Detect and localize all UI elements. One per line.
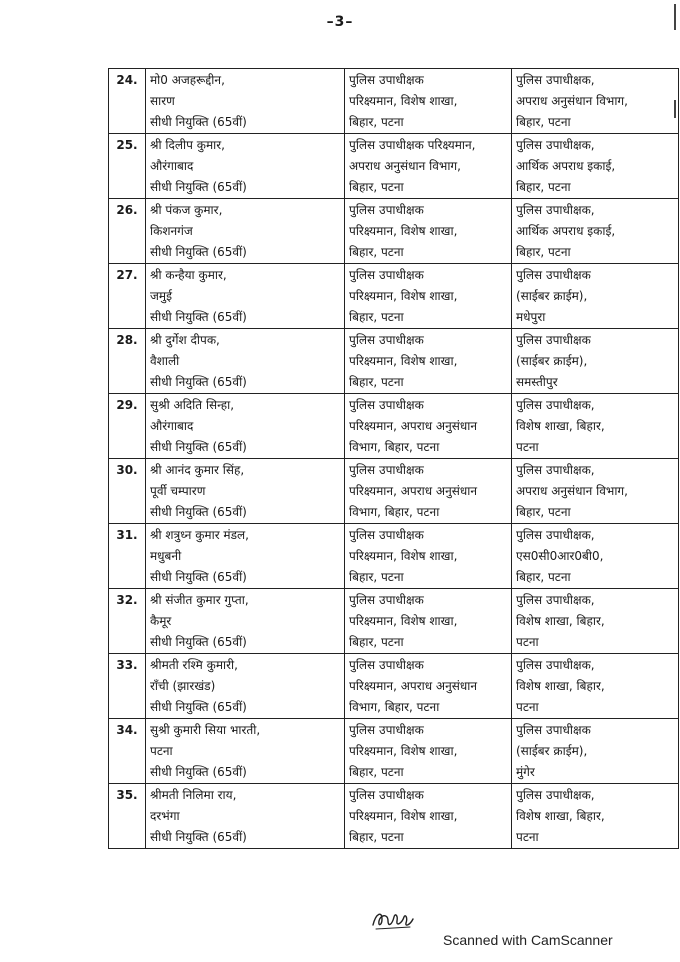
officer-name-cell xyxy=(146,589,345,654)
current-posting-line: बिहार, पटना xyxy=(349,570,404,584)
table-row xyxy=(109,524,679,589)
current-posting-line: परिक्ष्यमान, विशेष शाखा, xyxy=(349,94,458,108)
current-posting-line: विभाग, बिहार, पटना xyxy=(349,440,440,454)
current-posting-line: पुलिस उपाधीक्षक xyxy=(349,398,424,412)
current-posting-line: बिहार, पटना xyxy=(349,180,404,194)
officer-name-line: मधुबनी xyxy=(150,549,182,563)
officer-name-line: सीधी नियुक्ति (65वीं) xyxy=(150,375,247,389)
officer-name-line: सीधी नियुक्ति (65वीं) xyxy=(150,115,247,129)
new-posting-line: पुलिस उपाधीक्षक, xyxy=(516,203,595,217)
officer-name-line: वैशाली xyxy=(150,354,180,368)
officer-name-line: सीधी नियुक्ति (65वीं) xyxy=(150,765,247,779)
officer-name-line: श्रीमती रश्मि कुमारी, xyxy=(150,658,238,672)
new-posting-line: पटना xyxy=(516,830,539,844)
current-posting-line: परिक्ष्यमान, अपराध अनुसंधान xyxy=(349,419,477,433)
officer-name-line: श्री पंकज कुमार, xyxy=(150,203,223,217)
table-row xyxy=(109,784,679,849)
officer-name-line: सीधी नियुक्ति (65वीं) xyxy=(150,245,247,259)
officer-name-line: सीधी नियुक्ति (65वीं) xyxy=(150,830,247,844)
new-posting-line: अपराध अनुसंधान विभाग, xyxy=(516,94,628,108)
new-posting-line: (साईबर क्राईम), xyxy=(516,744,588,758)
new-posting-line: समस्तीपुर xyxy=(516,375,558,389)
new-posting-cell xyxy=(512,654,679,719)
new-posting-cell xyxy=(512,199,679,264)
new-posting-line: पुलिस उपाधीक्षक, xyxy=(516,528,595,542)
serial-number: 34. xyxy=(109,719,146,784)
officer-name-line: सीधी नियुक्ति (65वीं) xyxy=(150,440,247,454)
officer-name-line: जमुई xyxy=(150,289,172,303)
new-posting-cell xyxy=(512,134,679,199)
officer-name-cell xyxy=(146,329,345,394)
current-posting-line: बिहार, पटना xyxy=(349,245,404,259)
current-posting-line: परिक्ष्यमान, अपराध अनुसंधान xyxy=(349,484,477,498)
new-posting-line: बिहार, पटना xyxy=(516,245,571,259)
serial-number: 29. xyxy=(109,394,146,459)
current-posting-cell xyxy=(345,784,512,849)
serial-number: 24. xyxy=(109,69,146,134)
new-posting-line: बिहार, पटना xyxy=(516,570,571,584)
officer-name-cell xyxy=(146,719,345,784)
current-posting-cell xyxy=(345,199,512,264)
new-posting-line: विशेष शाखा, बिहार, xyxy=(516,809,605,823)
officer-name-line: श्री दिलीप कुमार, xyxy=(150,138,225,152)
officer-name-line: मो0 अजहरूद्दीन, xyxy=(150,73,225,87)
current-posting-line: बिहार, पटना xyxy=(349,115,404,129)
table-row xyxy=(109,394,679,459)
new-posting-line: पुलिस उपाधीक्षक, xyxy=(516,138,595,152)
current-posting-line: परिक्ष्यमान, विशेष शाखा, xyxy=(349,614,458,628)
officer-name-line: श्री शत्रुध्न कुमार मंडल, xyxy=(150,528,249,542)
officer-name-line: पूर्वी चम्पारण xyxy=(150,484,206,498)
new-posting-cell xyxy=(512,459,679,524)
officer-name-line: औरंगाबाद xyxy=(150,419,194,433)
officer-name-cell xyxy=(146,199,345,264)
new-posting-line: पुलिस उपाधीक्षक, xyxy=(516,658,595,672)
current-posting-line: विभाग, बिहार, पटना xyxy=(349,700,440,714)
current-posting-line: पुलिस उपाधीक्षक xyxy=(349,463,424,477)
table-row xyxy=(109,589,679,654)
officer-name-line: श्रीमती निलिमा राय, xyxy=(150,788,237,802)
serial-number: 35. xyxy=(109,784,146,849)
table-row xyxy=(109,459,679,524)
new-posting-line: एस0सी0आर0बी0, xyxy=(516,549,604,563)
new-posting-line: पुलिस उपाधीक्षक, xyxy=(516,463,595,477)
current-posting-line: परिक्ष्यमान, विशेष शाखा, xyxy=(349,354,458,368)
new-posting-line: विशेष शाखा, बिहार, xyxy=(516,419,605,433)
current-posting-line: परिक्ष्यमान, विशेष शाखा, xyxy=(349,744,458,758)
current-posting-line: परिक्ष्यमान, विशेष शाखा, xyxy=(349,224,458,238)
page-number: –3– xyxy=(326,14,354,30)
current-posting-line: बिहार, पटना xyxy=(349,830,404,844)
officer-name-line: दरभंगा xyxy=(150,809,180,823)
new-posting-line: पुलिस उपाधीक्षक xyxy=(516,723,591,737)
officer-name-cell xyxy=(146,784,345,849)
current-posting-line: बिहार, पटना xyxy=(349,375,404,389)
officer-name-cell xyxy=(146,69,345,134)
current-posting-line: परिक्ष्यमान, विशेष शाखा, xyxy=(349,549,458,563)
officer-name-line: पटना xyxy=(150,744,173,758)
current-posting-line: पुलिस उपाधीक्षक xyxy=(349,658,424,672)
officer-name-cell xyxy=(146,394,345,459)
new-posting-line: पुलिस उपाधीक्षक, xyxy=(516,593,595,607)
current-posting-cell xyxy=(345,69,512,134)
officer-name-line: सीधी नियुक्ति (65वीं) xyxy=(150,635,247,649)
officer-name-line: श्री संजीत कुमार गुप्ता, xyxy=(150,593,249,607)
table-row xyxy=(109,654,679,719)
officer-name-line: सीधी नियुक्ति (65वीं) xyxy=(150,505,247,519)
current-posting-cell xyxy=(345,134,512,199)
new-posting-line: (साईबर क्राईम), xyxy=(516,354,588,368)
current-posting-line: पुलिस उपाधीक्षक xyxy=(349,593,424,607)
new-posting-line: पुलिस उपाधीक्षक xyxy=(516,333,591,347)
serial-number: 31. xyxy=(109,524,146,589)
new-posting-line: पुलिस उपाधीक्षक, xyxy=(516,788,595,802)
officer-name-line: औरंगाबाद xyxy=(150,159,194,173)
new-posting-line: मुंगेर xyxy=(516,765,535,779)
new-posting-cell xyxy=(512,329,679,394)
new-posting-line: पटना xyxy=(516,700,539,714)
new-posting-line: विशेष शाखा, बिहार, xyxy=(516,614,605,628)
current-posting-line: पुलिस उपाधीक्षक xyxy=(349,723,424,737)
new-posting-line: पटना xyxy=(516,635,539,649)
table-row xyxy=(109,199,679,264)
serial-number: 28. xyxy=(109,329,146,394)
current-posting-line: पुलिस उपाधीक्षक xyxy=(349,333,424,347)
new-posting-line: पुलिस उपाधीक्षक, xyxy=(516,73,595,87)
new-posting-line: आर्थिक अपराध इकाई, xyxy=(516,224,616,238)
current-posting-cell xyxy=(345,589,512,654)
officer-name-line: श्री आनंद कुमार सिंह, xyxy=(150,463,245,477)
current-posting-line: अपराध अनुसंधान विभाग, xyxy=(349,159,461,173)
new-posting-cell xyxy=(512,784,679,849)
officer-name-line: सारण xyxy=(150,94,175,108)
new-posting-cell xyxy=(512,69,679,134)
officer-name-cell xyxy=(146,264,345,329)
table-row xyxy=(109,264,679,329)
officer-name-line: सुश्री कुमारी सिया भारती, xyxy=(150,723,261,737)
current-posting-line: पुलिस उपाधीक्षक परिक्ष्यमान, xyxy=(349,138,476,152)
new-posting-line: पटना xyxy=(516,440,539,454)
officer-name-line: राँची (झारखंड) xyxy=(150,679,216,693)
serial-number: 30. xyxy=(109,459,146,524)
serial-number: 32. xyxy=(109,589,146,654)
table-row xyxy=(109,69,679,134)
officer-name-line: सीधी नियुक्ति (65वीं) xyxy=(150,310,247,324)
current-posting-line: विभाग, बिहार, पटना xyxy=(349,505,440,519)
scanner-watermark: Scanned with CamScanner xyxy=(443,932,613,948)
new-posting-line: पुलिस उपाधीक्षक, xyxy=(516,398,595,412)
current-posting-line: पुलिस उपाधीक्षक xyxy=(349,528,424,542)
new-posting-line: बिहार, पटना xyxy=(516,505,571,519)
new-posting-line: (साईबर क्राईम), xyxy=(516,289,588,303)
current-posting-cell xyxy=(345,394,512,459)
current-posting-line: बिहार, पटना xyxy=(349,765,404,779)
new-posting-cell xyxy=(512,264,679,329)
table-row xyxy=(109,329,679,394)
officer-name-line: किशनगंज xyxy=(150,224,193,238)
current-posting-line: बिहार, पटना xyxy=(349,310,404,324)
officer-name-line: सीधी नियुक्ति (65वीं) xyxy=(150,700,247,714)
officer-name-line: कैमूर xyxy=(150,614,172,628)
table-body xyxy=(109,69,679,849)
new-posting-line: आर्थिक अपराध इकाई, xyxy=(516,159,616,173)
current-posting-cell xyxy=(345,329,512,394)
current-posting-cell xyxy=(345,524,512,589)
new-posting-cell xyxy=(512,394,679,459)
serial-number: 33. xyxy=(109,654,146,719)
current-posting-cell xyxy=(345,264,512,329)
officer-name-line: श्री दुर्गेश दीपक, xyxy=(150,333,220,347)
serial-number: 25. xyxy=(109,134,146,199)
scan-edge-mark xyxy=(674,4,676,30)
new-posting-cell xyxy=(512,589,679,654)
current-posting-cell xyxy=(345,654,512,719)
new-posting-line: विशेष शाखा, बिहार, xyxy=(516,679,605,693)
officer-name-cell xyxy=(146,654,345,719)
signature-icon xyxy=(370,905,416,933)
current-posting-line: बिहार, पटना xyxy=(349,635,404,649)
current-posting-cell xyxy=(345,459,512,524)
current-posting-cell xyxy=(345,719,512,784)
new-posting-line: अपराध अनुसंधान विभाग, xyxy=(516,484,628,498)
officer-name-line: श्री कन्हैया कुमार, xyxy=(150,268,227,282)
current-posting-line: परिक्ष्यमान, अपराध अनुसंधान xyxy=(349,679,477,693)
officer-name-line: सुश्री अदिति सिन्हा, xyxy=(150,398,235,412)
transfer-table xyxy=(108,68,679,849)
serial-number: 26. xyxy=(109,199,146,264)
current-posting-line: पुलिस उपाधीक्षक xyxy=(349,788,424,802)
new-posting-line: बिहार, पटना xyxy=(516,115,571,129)
officer-name-cell xyxy=(146,134,345,199)
current-posting-line: परिक्ष्यमान, विशेष शाखा, xyxy=(349,809,458,823)
officer-name-line: सीधी नियुक्ति (65वीं) xyxy=(150,180,247,194)
new-posting-line: मधेपुरा xyxy=(516,310,546,324)
officer-name-cell xyxy=(146,459,345,524)
current-posting-line: पुलिस उपाधीक्षक xyxy=(349,268,424,282)
current-posting-line: पुलिस उपाधीक्षक xyxy=(349,73,424,87)
serial-number: 27. xyxy=(109,264,146,329)
new-posting-line: बिहार, पटना xyxy=(516,180,571,194)
current-posting-line: पुलिस उपाधीक्षक xyxy=(349,203,424,217)
table-row xyxy=(109,134,679,199)
officer-name-cell xyxy=(146,524,345,589)
new-posting-cell xyxy=(512,719,679,784)
table-row xyxy=(109,719,679,784)
new-posting-line: पुलिस उपाधीक्षक xyxy=(516,268,591,282)
new-posting-cell xyxy=(512,524,679,589)
officer-name-line: सीधी नियुक्ति (65वीं) xyxy=(150,570,247,584)
current-posting-line: परिक्ष्यमान, विशेष शाखा, xyxy=(349,289,458,303)
